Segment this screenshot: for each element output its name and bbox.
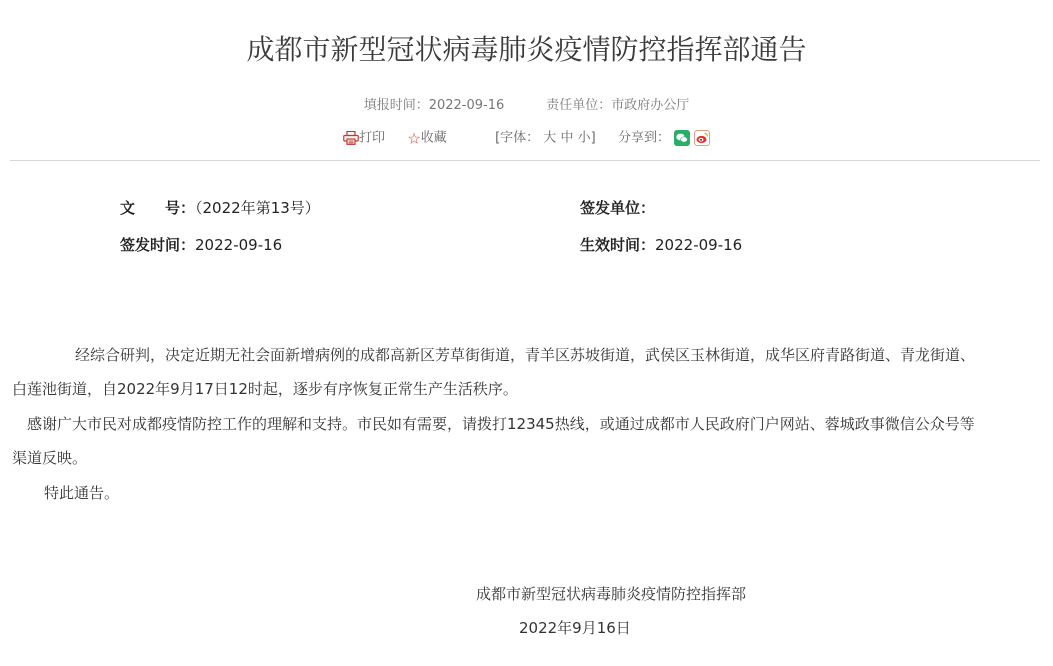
signature-org: 成都市新型冠状病毒肺炎疫情防控指挥部	[476, 585, 747, 603]
effective-date	[580, 235, 742, 255]
star-icon: ☆	[407, 129, 421, 147]
meta-line	[0, 97, 1053, 115]
page-title: 成都市新型冠状病毒肺炎疫情防控指挥部通告	[246, 33, 807, 66]
body-paragraph-2-line-2: 渠道反映。	[12, 449, 88, 467]
body-paragraph-3: 特此通告。	[44, 484, 120, 502]
issuer-label: 签发单位：	[580, 199, 656, 217]
body-paragraph-1-line-1: 经综合研判，决定近期无社会面新增病例的成都高新区芳草街街道，青羊区苏坡街道，武侯区玉林街道，成华区府青路街道、青龙街道、	[75, 346, 976, 364]
font-large-button[interactable]: 大	[543, 130, 557, 146]
issue-date	[120, 235, 282, 255]
issuer	[580, 198, 655, 218]
font-medium-button[interactable]: 中	[560, 130, 574, 146]
fill-date: 填报时间：2022-09-16	[363, 98, 505, 113]
font-small-button[interactable]: 小	[577, 130, 591, 146]
favorite-button[interactable]	[407, 131, 451, 146]
doc-number-value: （2022年第13号）	[195, 199, 320, 217]
favorite-label: 收藏	[420, 130, 447, 145]
doc-number	[120, 198, 320, 218]
share-label: 分享到：	[617, 130, 670, 146]
printer-icon	[343, 131, 359, 145]
print-button[interactable]	[343, 131, 389, 146]
print-label: 打印	[359, 130, 386, 145]
body-paragraph-1-line-2: 白莲池街道，自2022年9月17日12时起，逐步有序恢复正常生产生活秩序。	[12, 380, 518, 398]
toolbar	[0, 128, 1053, 149]
responsible-unit: 责任单位：市政府办公厅	[546, 98, 690, 113]
font-size-open: [字体：	[495, 130, 540, 146]
font-size-close: ]	[590, 130, 596, 146]
issue-date-label: 签发时间：	[120, 236, 196, 254]
effective-date-label: 生效时间：	[580, 236, 656, 254]
divider	[10, 160, 1040, 161]
doc-number-label: 文 号：	[120, 199, 196, 217]
body-paragraph-2-line-1: 感谢广大市民对成都疫情防控工作的理解和支持。市民如有需要，请拨打12345热线，或通过成都市人民政府门户网站、蓉城政事微信公众号等	[27, 415, 975, 433]
effective-date-value: 2022-09-16	[655, 236, 743, 254]
issue-date-value: 2022-09-16	[195, 236, 283, 254]
weibo-share-icon[interactable]	[694, 130, 710, 146]
signature-date: 2022年9月16日	[519, 619, 631, 637]
wechat-share-icon[interactable]	[674, 130, 690, 146]
